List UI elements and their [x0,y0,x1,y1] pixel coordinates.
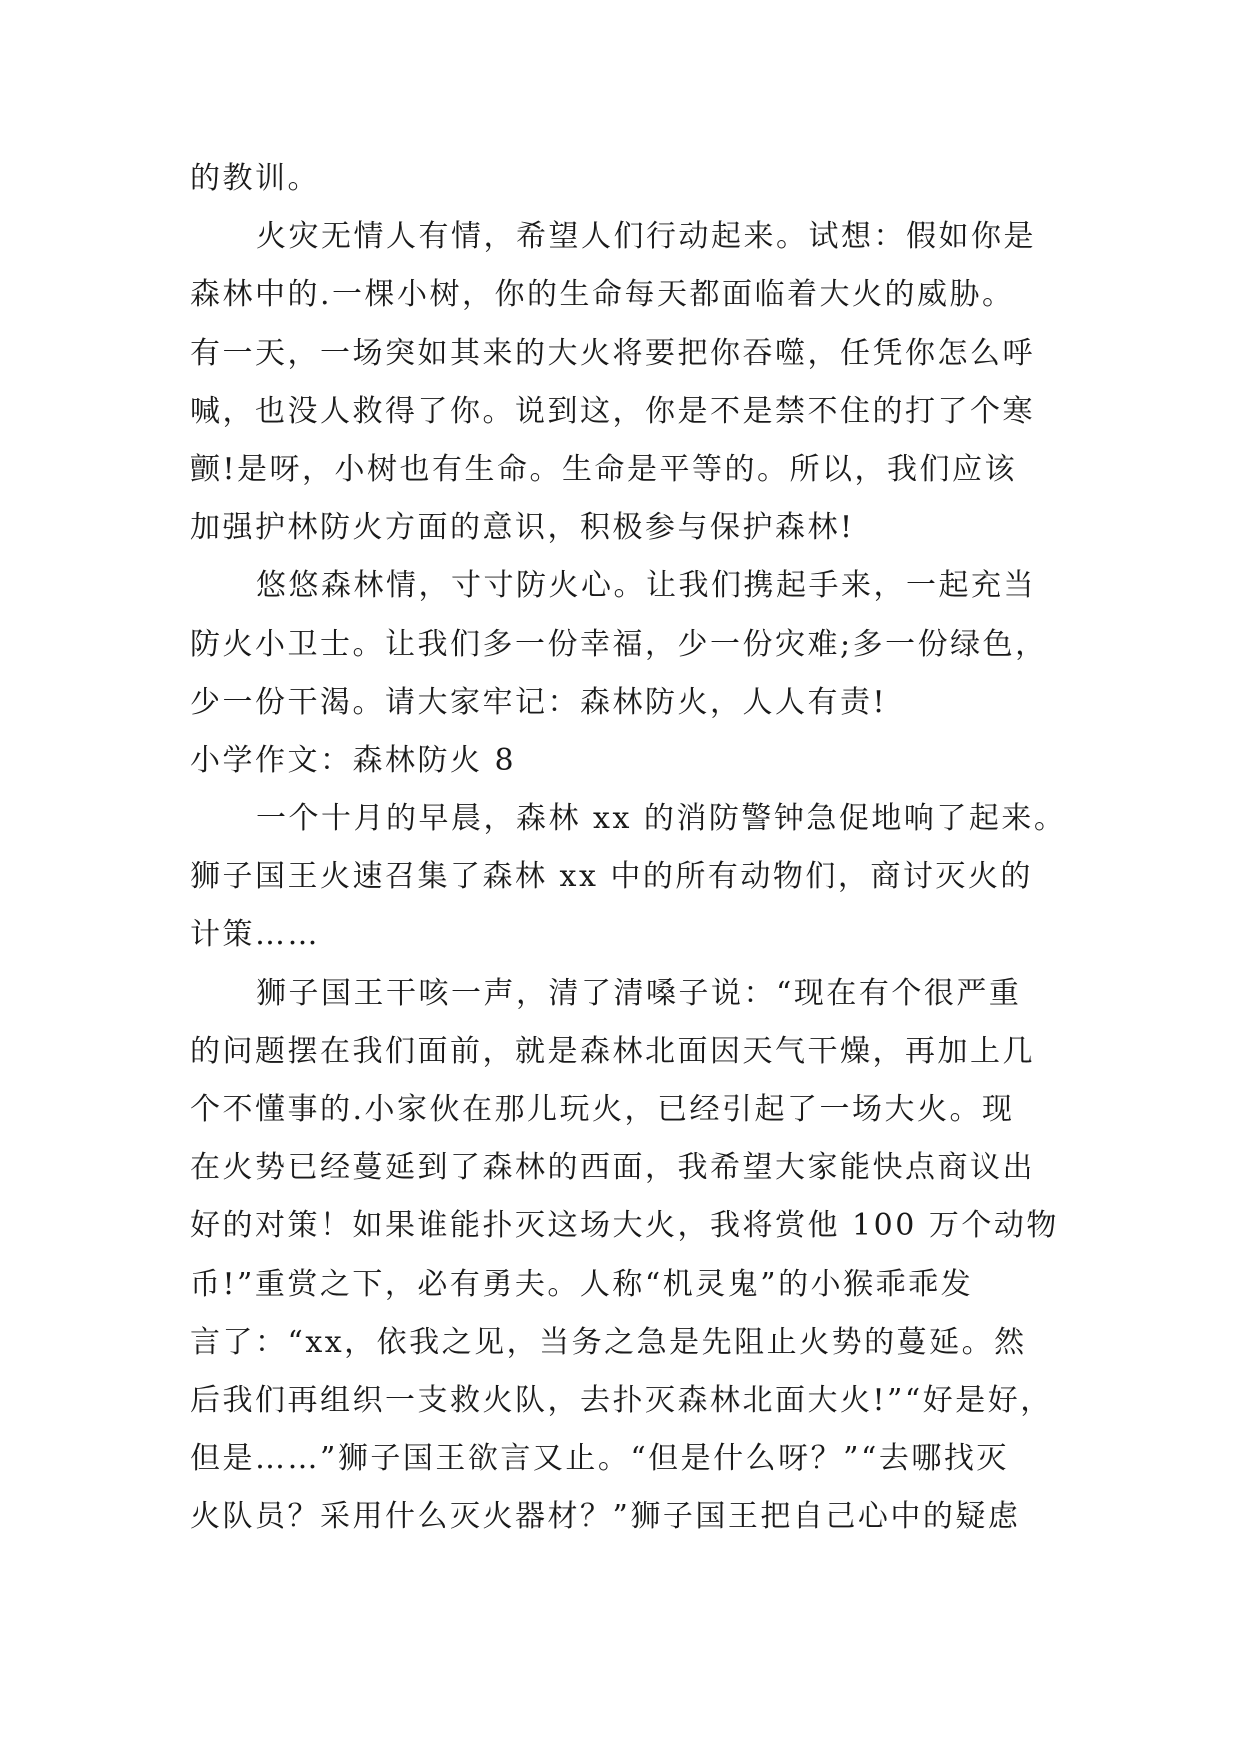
text-line: 一个十月的早晨，森林 xx 的消防警钟急促地响了起来。 [256,801,1067,837]
text-line: 颤!是呀，小树也有生命。生命是平等的。所以，我们应该 [190,451,1018,487]
text-line: 火队员？采用什么灭火器材？”狮子国王把自己心中的疑虑 [190,1499,1021,1535]
text-line: 的教训。 [190,161,320,196]
text-line: 悠悠森林情，寸寸防火心。让我们携起手来，一起充当 [256,568,1036,604]
text-line: 计策…… [190,917,320,953]
text-line: 币!”重赏之下，必有勇夫。人称“机灵鬼”的小猴乖乖发 [190,1266,974,1302]
text-line: 加强护林防火方面的意识，积极参与保护森林! [190,510,855,546]
text-line: 的问题摆在我们面前，就是森林北面因天气干燥，再加上几 [190,1033,1035,1069]
text-line: 但是……”狮子国王欲言又止。“但是什么呀？”“去哪找灭 [190,1441,1009,1477]
text-line: 狮子国王火速召集了森林 xx 中的所有动物们，商讨灭火的 [190,859,1033,895]
text-line: 火灾无情人有情，希望人们行动起来。试想：假如你是 [256,219,1036,255]
text-line: 喊，也没人救得了你。说到这，你是不是禁不住的打了个寒 [190,393,1035,429]
text-line: 后我们再组织一支救火队，去扑灭森林北面大火!”“好是好， [190,1382,1053,1418]
text-line: 好的对策！如果谁能扑灭这场大火，我将赏他 100 万个动物 [190,1208,1059,1244]
text-line: 言了：“xx，依我之见，当务之急是先阻止火势的蔓延。然 [190,1324,1027,1360]
text-line: 狮子国王干咳一声，清了清嗓子说：“现在有个很严重 [256,975,1022,1011]
text-line: 森林中的.一棵小树，你的生命每天都面临着大火的威胁。 [190,277,1015,313]
text-line: 有一天，一场突如其来的大火将要把你吞噬，任凭你怎么呼 [190,335,1035,371]
text-line: 防火小卫士。让我们多一份幸福，少一份灾难;多一份绿色， [190,626,1048,662]
text-line: 少一份干渴。请大家牢记：森林防火，人人有责! [190,684,888,720]
text-line: 小学作文：森林防火 8 [190,742,517,778]
document-body [190,150,1070,1547]
text-line: 在火势已经蔓延到了森林的西面，我希望大家能快点商议出 [190,1150,1035,1186]
text-line: 个不懂事的.小家伙在那儿玩火，已经引起了一场大火。现 [190,1092,1015,1127]
